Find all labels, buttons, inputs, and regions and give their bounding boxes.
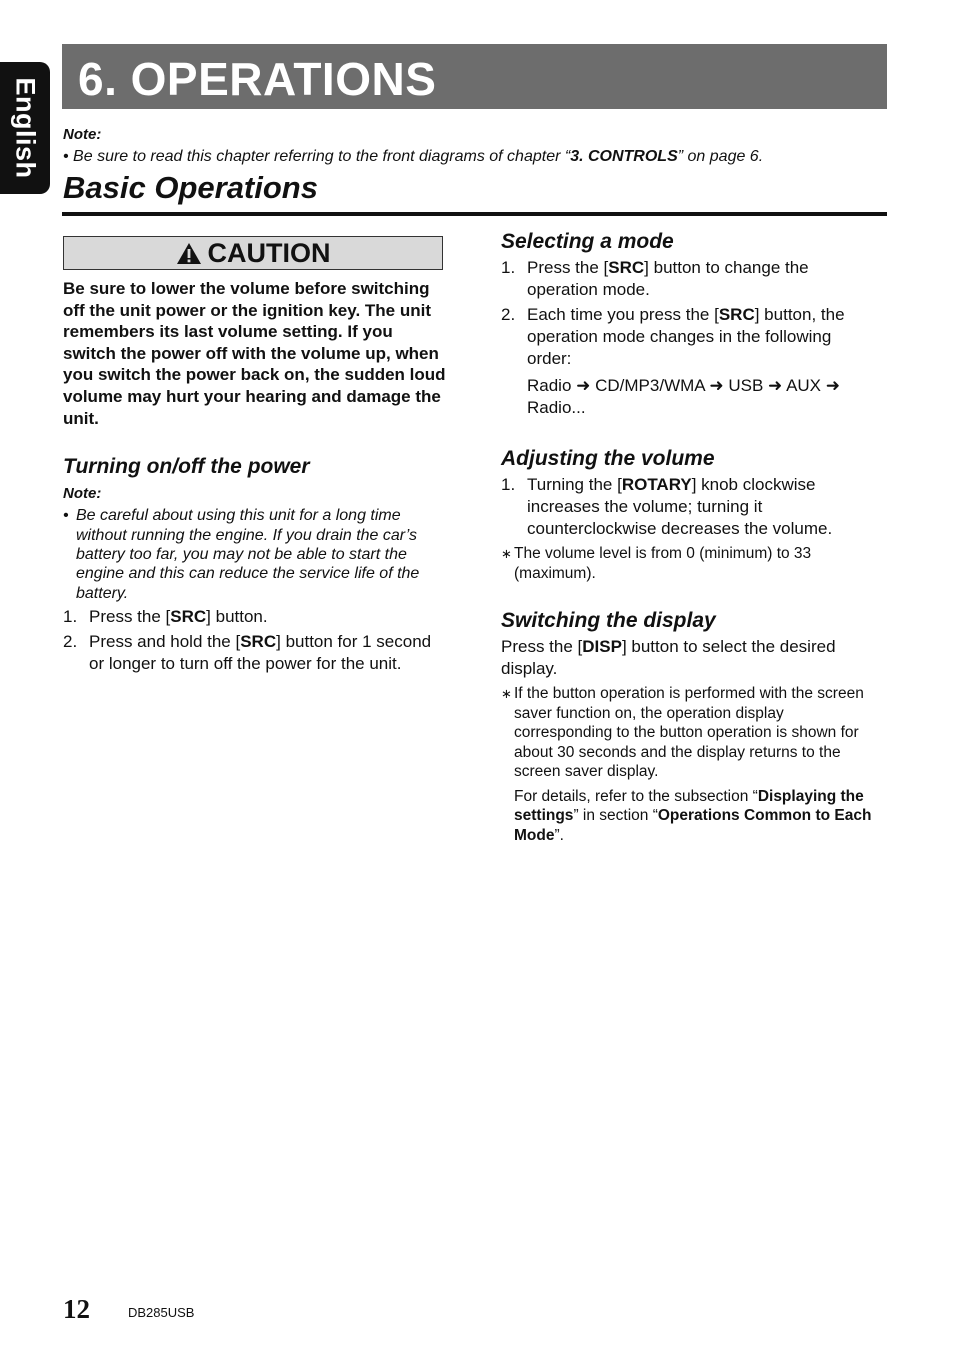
mode-order: Radio ➜ CD/MP3/WMA ➜ USB ➜ AUX ➜ Radio... <box>527 376 840 417</box>
step-key: SRC <box>240 632 277 652</box>
step-text-b: ] button. <box>206 607 268 627</box>
mode-step-2 <box>501 304 873 370</box>
step-key: SRC <box>718 305 755 324</box>
step-key: SRC <box>608 258 645 277</box>
display-key: DISP <box>582 637 622 656</box>
step-text <box>89 606 268 628</box>
language-tab <box>0 62 50 194</box>
step-text-b: ] knob clockwise increases the volume; turning it counterclockwise decreases the volume. <box>527 475 833 538</box>
chapter-title: 6. OPERATIONS <box>78 53 437 105</box>
volume-note-text: The volume level is from 0 (minimum) to 33 (maximum). <box>514 545 812 582</box>
top-note-suffix: ” on page 6. <box>677 148 764 165</box>
display-text <box>501 636 873 680</box>
ref-section: Operations Common to Each Mode <box>514 807 872 844</box>
power-steps <box>63 606 447 675</box>
step-number: 2. <box>63 632 78 652</box>
section-title: Basic Operations <box>63 170 318 205</box>
power-note <box>63 506 447 603</box>
step-number: 1. <box>63 607 78 627</box>
step-text <box>527 257 873 301</box>
step-text <box>527 474 873 540</box>
display-note <box>501 684 873 782</box>
bullet-mark: • <box>63 507 69 525</box>
step-text-a: Press and hold the [ <box>89 632 241 652</box>
caution-label: CAUTION <box>207 237 331 268</box>
volume-note <box>501 544 873 583</box>
section-divider <box>62 212 887 216</box>
step-number: 2. <box>501 305 516 324</box>
power-step-2 <box>63 631 447 675</box>
ref-text-d: ”. <box>554 826 564 844</box>
top-note-text <box>63 146 893 168</box>
step-text <box>89 631 447 675</box>
chapter-header <box>62 44 887 109</box>
step-text-b: ] button, the operation mode changes in the following order: <box>527 305 845 368</box>
display-text-b: ] button to select the desired display. <box>501 637 836 678</box>
step-text-a: Press the [ <box>89 607 171 627</box>
step-text-a: Turning the [ <box>527 475 622 494</box>
power-note-label: Note: <box>63 485 102 503</box>
top-note-ref: 3. CONTROLS <box>570 148 678 165</box>
page-number: 12 <box>63 1294 90 1324</box>
display-heading: Switching the display <box>501 609 716 632</box>
right-column <box>501 230 873 845</box>
top-note-prefix: • Be sure to read this chapter referring to the front diagrams of chapter “ <box>63 148 571 165</box>
left-column <box>63 236 447 675</box>
step-number: 1. <box>501 258 516 277</box>
caution-header <box>63 236 443 270</box>
ref-text-a: For details, refer to the subsection “ <box>514 787 758 805</box>
step-text-a: Each time you press the [ <box>527 305 719 324</box>
ref-text-c: ” in section “ <box>573 807 658 824</box>
volume-steps <box>501 474 873 540</box>
top-note <box>63 124 893 168</box>
mode-steps <box>501 257 873 370</box>
display-text-a: Press the [ <box>501 637 583 656</box>
step-key: SRC <box>170 607 207 627</box>
step-text-b: ] button to change the operation mode. <box>527 258 809 299</box>
display-reference <box>501 787 873 846</box>
mode-step-1 <box>501 257 873 301</box>
volume-step-1 <box>501 474 873 540</box>
language-tab-label: English <box>10 77 41 179</box>
model-number: DB285USB <box>128 1305 195 1320</box>
step-text-b: ] button for 1 second or longer to turn off the power for the unit. <box>89 632 432 674</box>
caution-text: Be sure to lower the volume before switching off the unit power or the ignition key. The unit remembers its last volume setting. If you switch the power off with the volume up, when you switch the power back on, the sudden loud volume may hurt your hearing and damage the unit. <box>63 279 446 428</box>
warning-triangle-icon <box>176 242 202 265</box>
mode-heading: Selecting a mode <box>501 230 674 253</box>
step-text <box>527 304 873 370</box>
power-note-text: Be careful about using this unit for a long time without running the engine. If you drain the car’s battery too far, you may not be able to start the engine and this can reduce the service life of the battery. <box>76 507 420 602</box>
asterisk-mark: ∗ <box>501 546 512 561</box>
step-key: ROTARY <box>621 475 692 494</box>
power-step-1 <box>63 606 447 628</box>
step-text-a: Press the [ <box>527 258 609 277</box>
top-note-label: Note: <box>63 126 102 143</box>
volume-heading: Adjusting the volume <box>501 447 715 470</box>
step-number: 1. <box>501 475 516 494</box>
ref-subsection: Displaying the settings <box>514 787 864 824</box>
power-heading: Turning on/off the power <box>63 455 310 479</box>
asterisk-mark: ∗ <box>501 686 512 701</box>
display-note-text: If the button operation is performed with the screen saver function on, the operation display corresponding to the button operation is shown for about 30 seconds and the display returns to the screen saver display. <box>514 685 864 780</box>
